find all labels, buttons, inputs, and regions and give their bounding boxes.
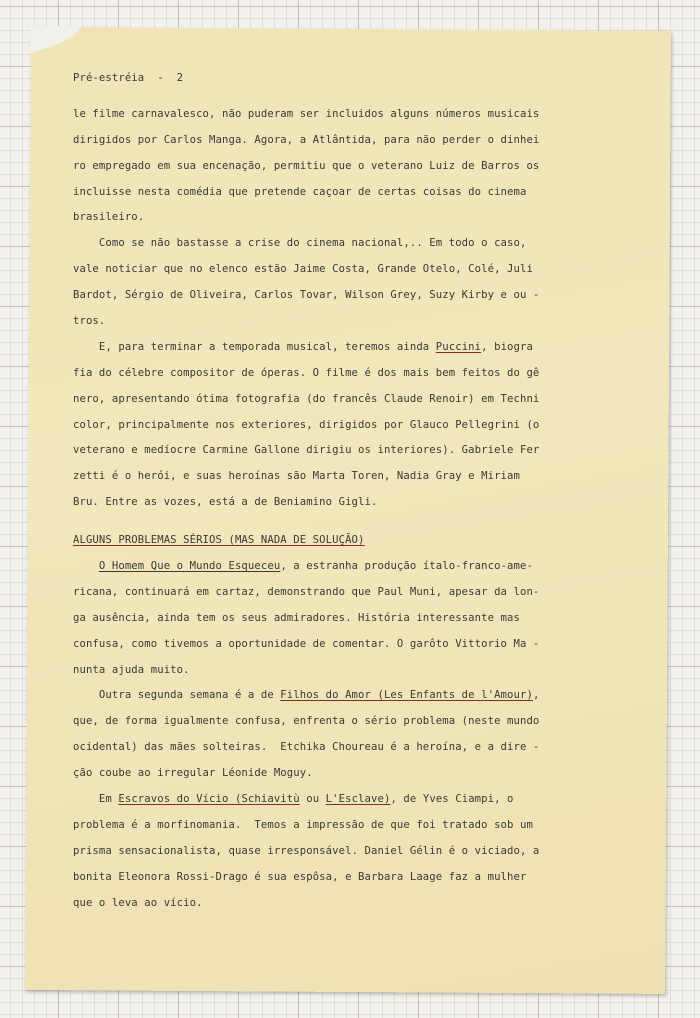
paragraph-filhos <box>73 683 633 787</box>
text-line: vale noticiar que no elenco estão Jaime Costa, Grande Otelo, Colé, Juli <box>73 263 533 276</box>
text-line: ricana, continuará em cartaz, demonstrando que Paul Muni, apesar da lon- <box>73 585 540 598</box>
text-line: confusa, como tivemos a oportunidade de comentar. O garôto Vittorio Ma - <box>73 637 540 650</box>
text-line: ro empregado em sua encenação, permitiu que o veterano Luiz de Barros os <box>73 159 540 172</box>
section-heading-text: ALGUNS PROBLEMAS SÉRIOS (MAS NADA DE SOLUÇÃO) <box>73 534 365 547</box>
text-fragment <box>73 560 99 572</box>
paragraph-homem <box>73 554 633 683</box>
text-line: incluisse nesta comédia que pretende caçoar de certas coisas do cinema <box>73 185 527 198</box>
text-line: Bardot, Sérgio de Oliveira, Carlos Tovar, Wilson Grey, Suzy Kirby e ou - <box>73 289 540 302</box>
text-line <box>73 787 633 813</box>
paragraph-escravos <box>73 787 633 916</box>
text-line: dirigidos por Carlos Manga. Agora, a Atlântida, para não perder o dinhei <box>73 133 540 146</box>
text-line: prisma sensacionalista, quase irresponsável. Daniel Gélin é o viciado, a <box>73 844 540 857</box>
text-line <box>73 683 633 709</box>
text-line: ção coube ao irregular Léonide Moguy. <box>73 767 313 780</box>
text-line: Bru. Entre as vozes, está a de Beniamino Gigli. <box>73 496 378 509</box>
text-fragment: , de Yves Ciampi, o <box>390 793 514 806</box>
text-line: color, principalmente nos exteriores, dirigidos por Glauco Pellegrini (o <box>73 418 540 431</box>
film-title-puccini: Puccini <box>435 340 482 353</box>
text-line: brasileiro. <box>73 211 145 224</box>
film-title-homem: O Homem Que o Mundo Esqueceu <box>98 560 281 573</box>
text-fragment: , a estranha produção ítalo-franco-ame- <box>280 560 533 573</box>
text-line: nero, apresentando ótima fotografia (do francês Claude Renoir) em Techni <box>73 392 540 405</box>
text-line: ocidental) das mães solteiras. Etchika Choureau é a heroína, e a dire - <box>73 741 540 754</box>
text-fragment: , <box>532 689 540 702</box>
text-line: le filme carnavalesco, não puderam ser incluidos alguns números musicais <box>73 107 540 120</box>
text-fragment: E, para terminar a temporada musical, teremos ainda <box>73 340 436 353</box>
film-title-filhos: Filhos do Amor (Les Enfants de l'Amour) <box>280 689 533 702</box>
spacer <box>73 516 633 528</box>
film-title-esclave: L'Esclave) <box>325 793 391 806</box>
text-line: veterano e medíocre Carmine Gallone dirigiu os interiores). Gabriele Fer <box>73 444 540 457</box>
text-line: zetti é o herói, e suas heroínas são Marta Toren, Nadia Gray e Miriam <box>73 470 520 483</box>
text-line: problema é a morfinomania. Temos a impressão de que foi tratado sob um <box>73 818 533 831</box>
text-line: tros. <box>73 315 106 328</box>
text-fragment: Em <box>73 793 119 806</box>
text-fragment: , biogra <box>481 340 533 353</box>
paragraph-puccini <box>73 335 633 516</box>
text-line: bonita Eleonora Rossi-Drago é sua espôsa, e Barbara Laage faz a mulher <box>73 870 527 883</box>
text-line: que o leva ao vício. <box>73 896 203 909</box>
text-line: que, de forma igualmente confusa, enfrenta o sério problema (neste mundo <box>73 715 540 728</box>
section-heading <box>73 528 633 554</box>
text-fragment: ou <box>299 793 326 806</box>
text-line <box>73 335 633 361</box>
paragraph-block-1 <box>73 102 633 335</box>
text-line: fia do célebre compositor de óperas. O filme é dos mais bem feitos do gê <box>73 366 540 379</box>
text-line: ga ausência, ainda tem os seus admiradores. História interessante mas <box>73 611 520 624</box>
text-line <box>73 554 633 580</box>
text-fragment: Outra segunda semana é a de <box>73 689 281 702</box>
text-line: nunta ajuda muito. <box>73 663 190 676</box>
text-line: Como se não bastasse a crise do cinema nacional,.. Em todo o caso, <box>73 237 527 250</box>
typewritten-text <box>73 66 633 917</box>
film-title-escravos: Escravos do Vício (Schiavitù <box>118 793 300 806</box>
page-header: Pré-estréia - 2 <box>73 72 184 84</box>
